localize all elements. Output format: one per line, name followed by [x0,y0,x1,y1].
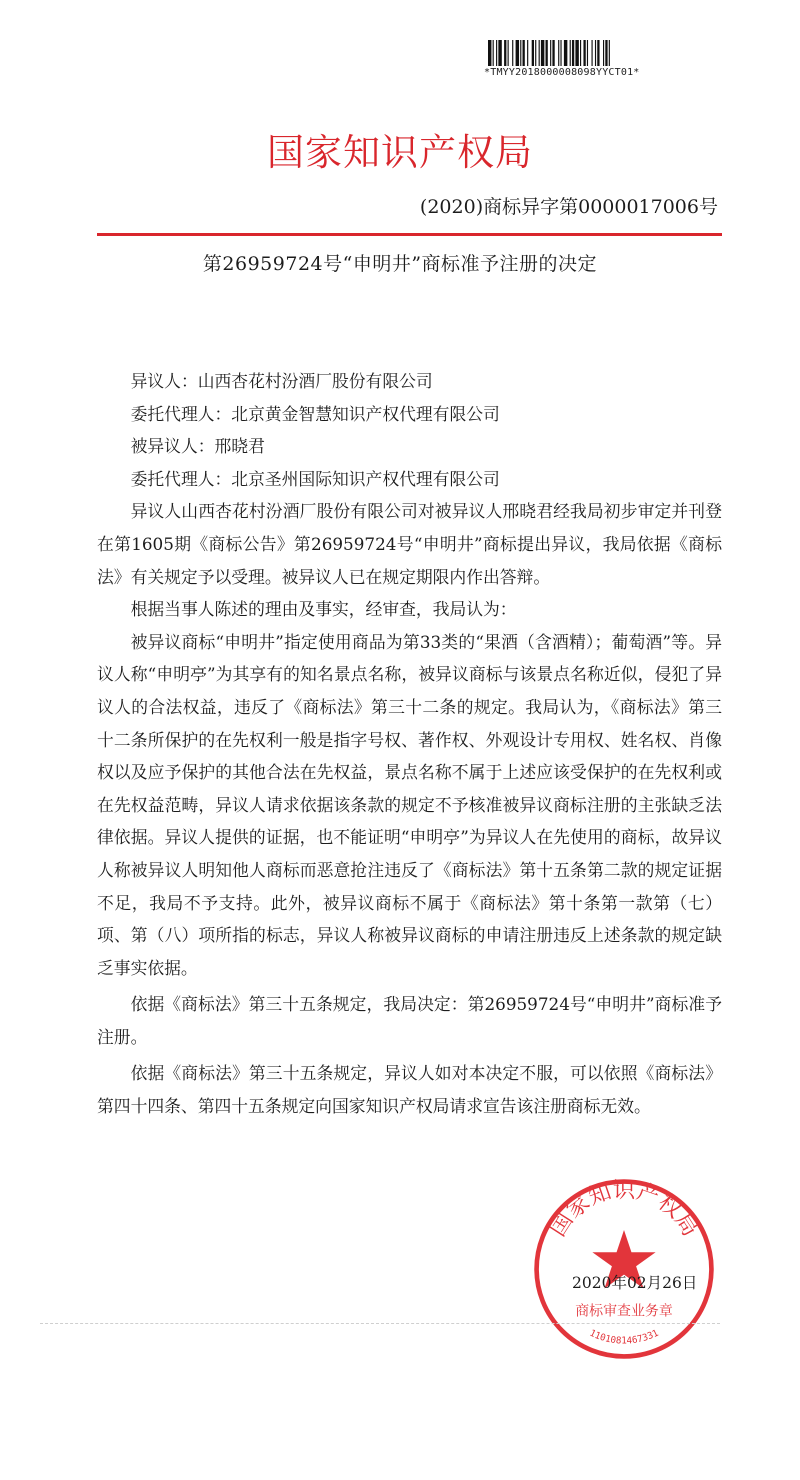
barcode-area [484,40,720,78]
seal-bottom-text: 商标审查业务章 [575,1303,673,1320]
seal-serial: 1101081467331 [587,1327,661,1347]
agency-name: 国家知识产权局 [267,131,533,174]
party-respondent-agent: 委托代理人：北京圣州国际知识产权代理有限公司 [130,468,500,489]
party-opponent-agent: 委托代理人：北京黄金智慧知识产权代理有限公司 [130,403,500,424]
official-seal-icon [531,1176,717,1362]
barcode-icon [488,40,710,66]
paragraph-appeal: 依据《商标法》第三十五条规定，异议人如对本决定不服，可以依照《商标法》第四十四条、第四十五条规定向国家知识产权局请求宣告该注册商标无效。 [97,1063,722,1117]
paragraph-review-intro: 根据当事人陈述的理由及事实，经审查，我局认为： [130,599,517,620]
header-divider [97,233,722,236]
document-number: (2020)商标异字第0000017006号 [419,196,718,218]
party-opponent: 异议人：山西杏花村汾酒厂股份有限公司 [130,371,433,391]
seal-top-text: 国家知识产权局 [544,1177,704,1242]
party-respondent: 被异议人：邢晓君 [130,436,265,457]
bottom-divider [40,1323,720,1324]
decision-date: 2020年02月26日 [572,1274,698,1292]
paragraph-decision: 依据《商标法》第三十五条规定，我局决定：第26959724号“申明井”商标准予注册。 [97,994,722,1047]
tracking-code: *TMYY2018000008098YYCT01* [484,67,640,78]
paragraph-background: 异议人山西杏花村汾酒厂股份有限公司对被异议人邢晓君经我局初步审定并刊登在第1605期《商标公告》第26959724号“申明井”商标提出异议，我局依据《商标法》有关规定予以受理。被异议人已在规定期限内作出答辩。 [97,501,722,587]
paragraph-reasoning: 被异议商标“申明井”指定使用商品为第33类的“果酒（含酒精）；葡萄酒”等。异议人称“申明亭”为其享有的知名景点名称，被异议商标与该景点名称近似，侵犯了异议人的合法权益，违反了《商标法》第三十二条的规定。我局认为，《商标法》第三十二条所保护的在先权利一般是指字号权、著作权、外观设计专用权、姓名权、肖像权以及应予保护的其他合法在先权益，景点名称不属于上述应该受保护的在先权利或在先权益范畴，异议人请求依据该条款的规定不予核准被异议商标注册的主张缺乏法律依据。异议人提供的证据，也不能证明“申明亭”为异议人在先使用的商标，故异议人称被异议人明知他人商标而恶意抢注违反了《商标法》第十五条第二款的规定证据不足，我局不予支持。此外，被异议商标不属于《商标法》第十条第一款第（七）项、第（八）项所指的标志，异议人称被异议商标的申请注册违反上述条款的规定缺乏事实依据。 [97,631,722,978]
document-body [97,365,722,1123]
decision-title: 第26959724号“申明井”商标准予注册的决定 [202,253,598,275]
